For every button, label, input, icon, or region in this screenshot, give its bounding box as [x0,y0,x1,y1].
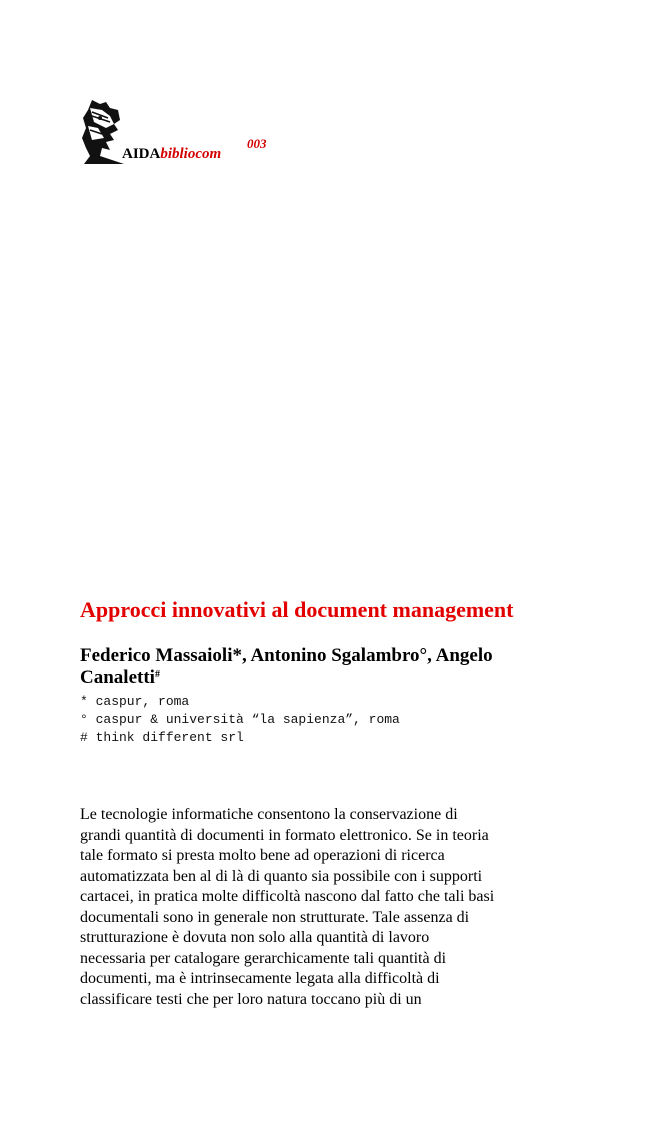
abstract-paragraph [80,805,580,1010]
aida-bibliocom-logo [80,98,310,170]
abstract-line: classificare testi che per loro natura toccano più di un [80,990,422,1008]
authors-line-1: Federico Massaioli*, Antonino Sgalambro°, Angelo [80,645,493,666]
abstract-line: strutturazione è dovuta non solo alla quantità di lavoro [80,929,430,946]
abstract-line: automatizzata ben al di là di quanto sia possibile con i supporti [80,867,483,885]
abstract-line: grandi quantità di documenti in formato elettronico. Se in teoria [80,826,489,844]
logo-bibliocom-text: bibliocom [160,146,222,162]
author-affiliations [80,693,400,747]
author-affiliation-mark: # [154,669,160,680]
authors-line-2: Canaletti [80,667,155,688]
abstract-line: cartacei, in pratica molte difficoltà nascono dal fatto che tali basi [80,888,495,905]
logo-aida-text: AIDA [122,146,161,162]
logo-issue-number: 003 [247,136,267,151]
abstract-line: Le tecnologie informatiche consentono la conservazione di [80,806,458,823]
abstract-line: documenti, ma è intrinsecamente legata alla difficoltà di [80,970,440,987]
logo-wordmark [122,146,221,163]
affiliation-line: # think different srl [80,730,244,745]
article-title: Approcci innovativi al document management [80,597,514,622]
abstract-line: necessaria per catalogare gerarchicamente tali quantità di [80,949,447,967]
helmeted-head-emblem-icon [80,98,128,164]
abstract-line: tale formato si presta molto bene ad operazioni di ricerca [80,847,445,864]
abstract-line: documentali sono in generale non strutturate. Tale assenza di [80,908,470,926]
article-authors [80,645,580,689]
affiliation-line: * caspur, roma [80,694,190,709]
affiliation-line: ° caspur & università “la sapienza”, roma [80,712,400,727]
